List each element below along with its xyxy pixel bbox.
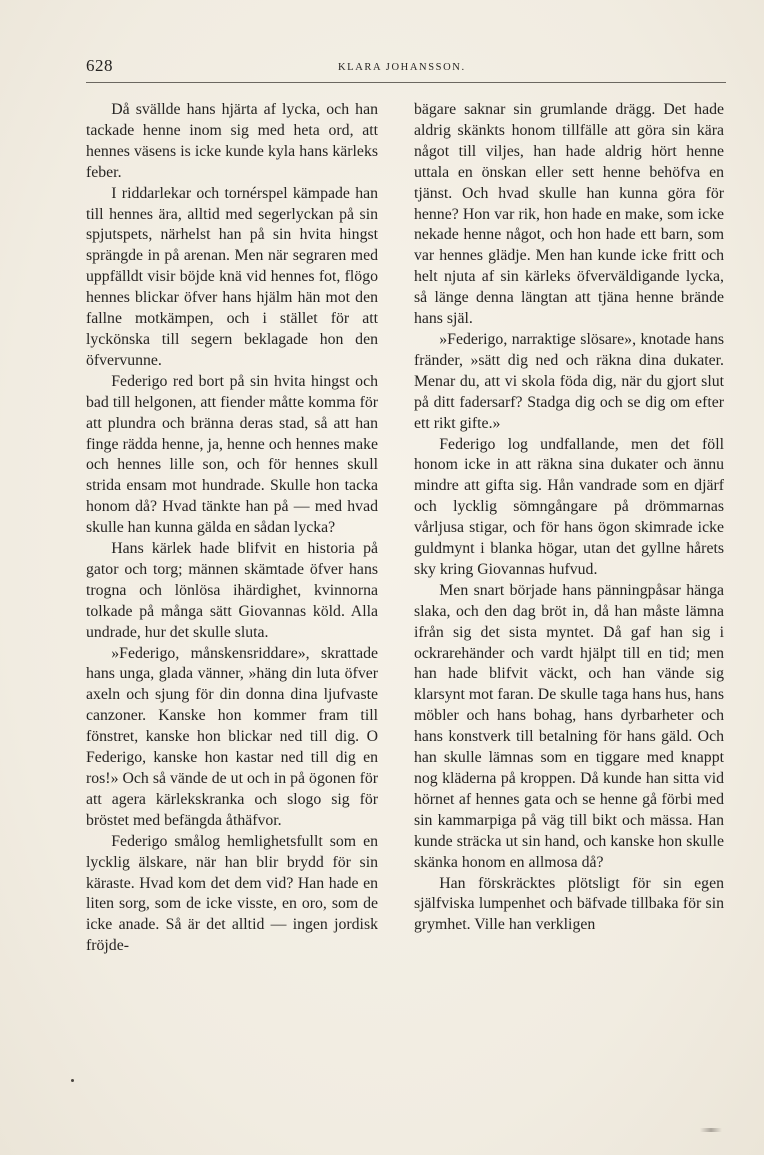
page-number: 628 <box>86 56 113 75</box>
right-column <box>414 100 724 936</box>
paragraph: »Federigo, narraktige slösare», knotade hans fränder, »sätt dig ned och räkna dina dukater. Menar du, att vi skola föda dig, när du gjort slut på ditt fadersarf? Stadga dig och se dig om efter ett rikt gifte.» <box>414 330 724 432</box>
header-rule <box>86 82 726 83</box>
paragraph: Då svällde hans hjärta af lycka, och han tackade henne inom sig med heta ord, att hennes väsens is icke kunde kyla hans kärleks feber. <box>86 101 378 181</box>
paragraph: »Federigo, månskensriddare», skrattade hans unga, glada vänner, »häng din luta öfver axeln och sjung för din donna dina ljufvaste canzoner. Kanske hon kommer fram till fönstret, kanske hon blickar ned till dig. O Federigo, kanske hon kastar ned till dig en ros!» Och så vände de ut och in på ögonen för att agera kärlekskranka och slogo sig för bröstet med befängda åthäfvor. <box>86 644 378 829</box>
paragraph: Federigo red bort på sin hvita hingst och bad till helgonen, att fiender måtte komma för att plundra och bränna deras stad, så att han finge rädda henne, ja, henne och hennes make och hennes lille son, och för hennes skull strida ensam mot hundrade. Skulle hon tacka honom då? Hvad tänkte han på — med hvad skulle han kunna gälda en sådan lycka? <box>86 372 378 537</box>
paragraph: Federigo smålog hemlighetsfullt som en lycklig älskare, när han blir brydd för sin käraste. Hvad kom det dem vid? Han hade en liten sorg, som de icke visste, en oro, som de icke anade. Så är det alltid — ingen jordisk fröjde- <box>86 832 378 955</box>
page-smudge <box>700 1128 722 1132</box>
paragraph: I riddarlekar och tornérspel kämpade han till hennes ära, alltid med segerlyckan på sin spjutspets, närhelst han på sin hvita hingst sprängde in på arenan. Men när segraren med uppfälldt visir böjde knä vid hennes fot, flögo hennes blickar öfver hans hjälm hän mot den fallne motkämpen, och i stället för att lyckönska till segern beklagade hon den öfvervunne. <box>86 184 378 369</box>
paragraph: Federigo log undfallande, men det föll honom icke in att räkna sina dukater och ännu mindre att gifta sig. Hån vandrade som en djärf och lycklig sömngångare på drömmarnas vårljusa stigar, och för hans ögon skimrade icke guldmynt i blanka högar, utan det gyllne hårets sky kring Giovannas hufvud. <box>414 435 724 578</box>
running-head: KLARA JOHANSSON. <box>338 62 466 73</box>
paragraph: Hans kärlek hade blifvit en historia på gator och torg; männen skämtade öfver hans trogna och lönlösa ihärdighet, kvinnorna tolkade på många sätt Giovannas köld. Alla undrade, hur det skulle sluta. <box>86 540 378 641</box>
paragraph: Han förskräcktes plötsligt för sin egen själfviska lumpenhet och bäfvade tillbaka för sin grymhet. Ville han verkligen <box>414 874 724 934</box>
page-header <box>86 56 726 84</box>
paragraph: Men snart började hans pänningpåsar hänga slaka, och den dag bröt in, då han måste lämna ifrån sig det sista myntet. Då gaf han sig i ockrarehänder och vardt hjälpt till en tid; men han hade blifvit väckt, och han vände sig klarsynt mot faran. De skulle taga hans hus, hans möbler och hans bohag, hans dyrbarheter och hans konstverk till betalning för hans gäld. Och han skulle lämnas som en tiggare med knappt nog kläderna på kroppen. Då kunde han sitta vid hörnet af hennes gata och se henne gå förbi med sin kammarpiga på väg till bikt och mässa. Han kunde sträcka ut sin hand, och kanske hon skulle skänka honom en allmosa då? <box>414 581 724 871</box>
left-column <box>86 100 378 957</box>
paragraph: bägare saknar sin grumlande drägg. Det hade aldrig skänkts honom tillfälle att göra sin kära något till viljes, han hade aldrig hört henne uttala en önskan eller sett henne behöfva en tjänst. Och hvad skulle han kunna göra för henne? Hon var rik, hon hade en make, som icke nekade henne något, och hon hade ett barn, som var hennes glädje. Men han kunde icke fritt och helt njuta af sin kärleks öfverväldigande lycka, så länge denna längtan att tjäna henne brände hans själ. <box>414 101 724 328</box>
ink-speck <box>71 1079 74 1082</box>
